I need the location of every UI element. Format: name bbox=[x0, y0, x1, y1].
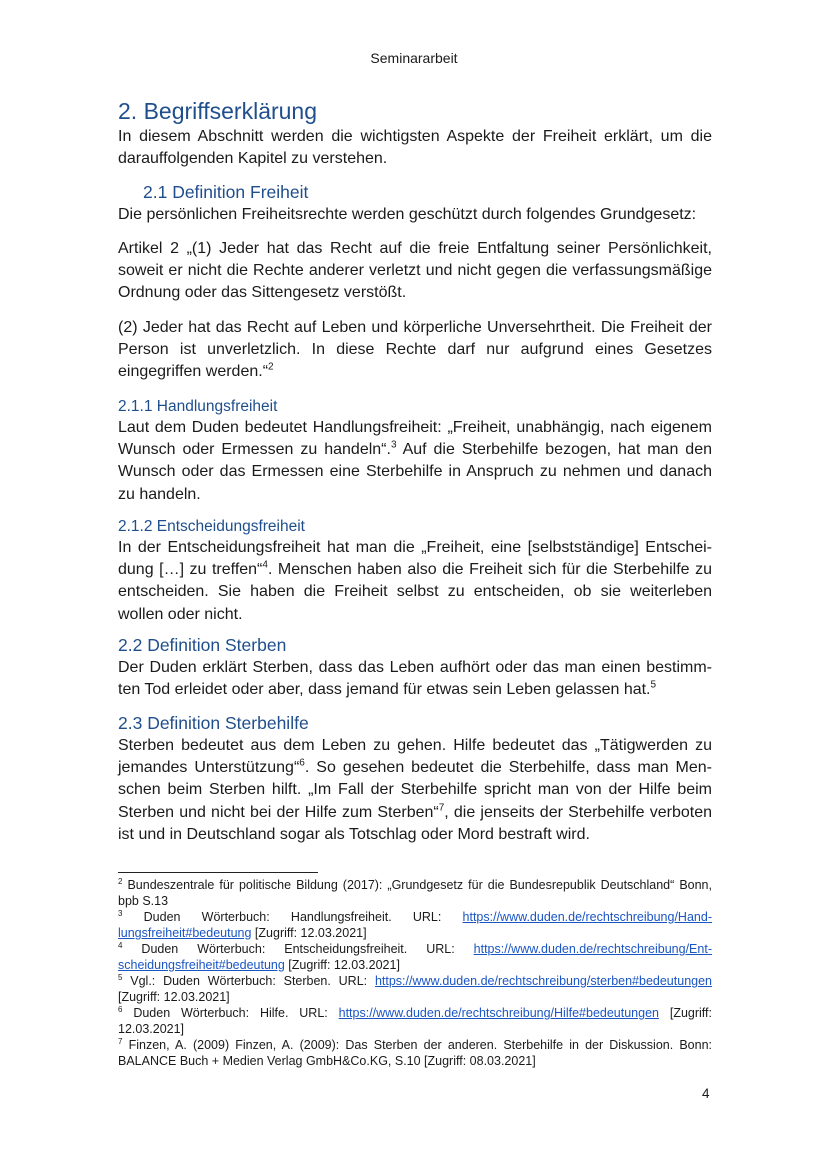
footnote-ref: 6 bbox=[299, 757, 305, 769]
paragraph-sterbehilfe: Sterben bedeutet aus dem Leben zu gehen. Hilfe bedeutet das „Tätigwerden zu jemandes Unterstützung“$^6$. So gesehen bedeutet die Sterbehilfe, dass man Menschen beim Sterben hilft. „Im Fall der Sterbehilfe spricht man von der Hilfe beim Sterben und nicht bei der Hilfe zum Sterben“$^7$, die jenseits der Sterbehilfe verboten ist und in Deutschland sogar als Totschlag oder Mord bestraft wird. bbox=[118, 736, 712, 843]
footnotes bbox=[118, 877, 712, 1069]
footnote-ref: 2 bbox=[268, 362, 274, 374]
footnote-link[interactable]: https://www.duden.de/rechtschreibung/Hilfe#bedeutungen bbox=[338, 1006, 659, 1020]
running-header: Seminararbeit bbox=[370, 50, 458, 66]
paragraph-artikel-2-absatz-1: Artikel 2 „(1) Jeder hat das Recht auf die freie Entfaltung seiner Persönlichkeit, soweit er nicht die Rechte anderer verletzt und nicht gegen die verfassungsmäßige Ordnung oder das Sittengesetz verstößt. bbox=[118, 239, 712, 302]
section-intro: In diesem Abschnitt werden die wichtigsten Aspekte der Freiheit erklärt, um die darauffolgenden Kapitel zu verstehen. bbox=[118, 128, 712, 168]
subsection-heading-sterbehilfe: 2.3 Definition Sterbehilfe bbox=[118, 712, 309, 733]
footnote-link[interactable]: https://www.duden.de/rechtschreibung/Handlungsfreiheit#bedeutung bbox=[118, 910, 712, 940]
footnote-link[interactable]: https://www.duden.de/rechtschreibung/sterben#bedeutungen bbox=[374, 974, 712, 988]
subsubsection-heading-entscheidungsfreiheit: 2.1.2 Entscheidungsfreiheit bbox=[118, 517, 305, 535]
footnote-link[interactable]: https://www.duden.de/rechtschreibung/Entscheidungsfreiheit#bedeutung bbox=[118, 942, 712, 972]
footnote-ref: 4 bbox=[262, 559, 268, 571]
subsubsection-heading-handlungsfreiheit: 2.1.1 Handlungsfreiheit bbox=[118, 397, 278, 415]
footnote-2: $^2$ Bundeszentrale für politische Bildung (2017): „Grundgesetz für die Bundesrepublik Deutschland“ Bonn, bpb S.13 bbox=[118, 876, 712, 908]
page-body bbox=[118, 96, 712, 846]
subsection-heading-freiheit: 2.1 Definition Freiheit bbox=[143, 181, 309, 202]
footnote-6: $^6$ Duden Wörterbuch: Hilfe. URL: https://www.duden.de/rechtschreibung/Hilfe#bedeutungen [Zugriff: 12.03.2021] bbox=[118, 1004, 712, 1036]
paragraph-entscheidungsfreiheit: In der Entscheidungsfreiheit hat man die „Freiheit, eine [selbstständige] Entscheidung […] zu treffen“$^4$. Menschen haben also die Freiheit sich für die Sterbehilfe zu entscheiden. Sie haben die Freiheit selbst zu entscheiden, ob sie weiterleben wollen oder nicht. bbox=[118, 538, 712, 623]
footnote-4: $^4$ Duden Wörterbuch: Entscheidungsfreiheit. URL: https://www.duden.de/rechtschreibung/Entscheidungsfreiheit#bedeutung [Zugriff: 12.03.2021] bbox=[118, 940, 712, 972]
footnote-separator bbox=[118, 872, 318, 873]
section-heading: 2. Begriffserklärung bbox=[118, 98, 318, 124]
footnote-ref: 3 bbox=[390, 439, 397, 451]
paragraph-grundgesetz-intro: Die persönlichen Freiheitsrechte werden geschützt durch folgendes Grundgesetz: bbox=[118, 205, 697, 223]
page-number: 4 bbox=[702, 1086, 710, 1101]
paragraph-artikel-2-absatz-2: (2) Jeder hat das Recht auf Leben und körperliche Unversehrtheit. Die Freiheit der Person ist unverletzlich. In diese Rechte darf nur aufgrund eines Gesetzes eingegriffen werden.“$^2$ bbox=[118, 318, 712, 381]
footnote-5: $^5$ Vgl.: Duden Wörterbuch: Sterben. URL: https://www.duden.de/rechtschreibung/sterben#bedeutungen [Zugriff: 12.03.2021] bbox=[118, 972, 712, 1004]
paragraph-handlungsfreiheit: Laut dem Duden bedeutet Handlungsfreiheit: „Freiheit, unabhängig, nach eigenem Wunsch oder Ermessen zu handeln“.$^3$ Auf die Sterbehilfe bezogen, hat man den Wunsch oder das Ermessen eine Sterbehilfe in Anspruch zu nehmen und danach zu handeln. bbox=[118, 418, 712, 503]
paragraph-sterben: Der Duden erklärt Sterben, dass das Leben aufhört oder das man einen bestimmten Tod erleidet oder aber, dass jemand für etwas sein Leben gelassen hat.$^5$ bbox=[118, 659, 712, 699]
subsection-heading-sterben: 2.2 Definition Sterben bbox=[118, 635, 287, 656]
footnote-ref: 7 bbox=[438, 802, 445, 814]
footnote-ref: 5 bbox=[650, 680, 657, 692]
footnote-3: $^3$ Duden Wörterbuch: Handlungsfreiheit. URL: https://www.duden.de/rechtschreibung/Handlungsfreiheit#bedeutung [Zugriff: 12.03.2021] bbox=[118, 908, 712, 940]
footnote-7: $^7$ Finzen, A. (2009) Finzen, A. (2009): Das Sterben der anderen. Sterbehilfe in der Diskussion. Bonn: BALANCE Buch + Medien Verlag GmbH&Co.KG, S.10 [Zugriff: 08.03.2021] bbox=[118, 1036, 712, 1068]
